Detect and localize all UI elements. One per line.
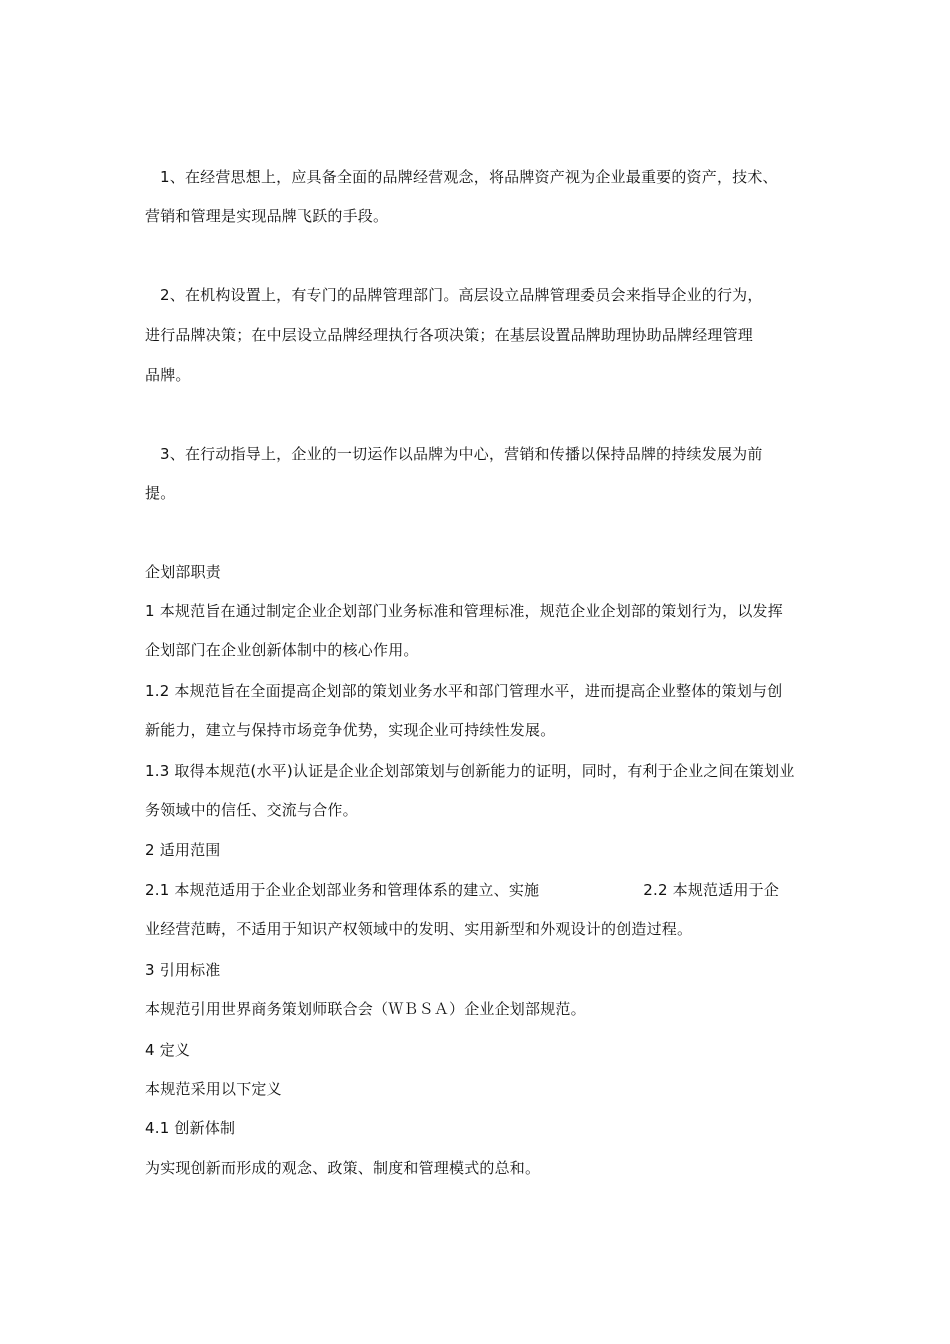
paragraph-2-line-3: 品牌。 — [145, 366, 191, 384]
clause-1-2-line-2: 新能力，建立与保持市场竞争优势，实现企业可持续性发展。 — [145, 721, 556, 739]
paragraph-3-line-2: 提。 — [145, 484, 176, 502]
clause-1-3-line-1: 1.3 取得本规范(水平)认证是企业企划部策划与创新能力的证明，同时，有利于企业之间在策划业 — [145, 762, 795, 780]
paragraph-1-line-1: 1、在经营思想上，应具备全面的品牌经营观念，将品牌资产视为企业最重要的资产，技术、 — [160, 168, 778, 186]
heading-reference: 3 引用标准 — [145, 961, 221, 979]
paragraph-3-line-1: 3、在行动指导上，企业的一切运作以品牌为中心，营销和传播以保持品牌的持续发展为前 — [160, 445, 763, 463]
paragraph-1-line-2: 营销和管理是实现品牌飞跃的手段。 — [145, 207, 389, 225]
section-heading: 企划部职责 — [145, 563, 222, 581]
heading-definitions: 4 定义 — [145, 1041, 191, 1059]
clause-1-2-line-1: 1.2 本规范旨在全面提高企划部的策划业务水平和部门管理水平，进而提高企业整体的策划与创 — [145, 682, 783, 700]
clause-1-line-2: 企划部门在企业创新体制中的核心作用。 — [145, 641, 419, 659]
clause-1-3-line-2: 务领域中的信任、交流与合作。 — [145, 801, 358, 819]
clause-2-1-line — [145, 880, 779, 900]
heading-innovation-system: 4.1 创新体制 — [145, 1119, 236, 1137]
clause-2-2-text-start: 2.2 本规范适用于企 — [643, 881, 780, 899]
heading-scope: 2 适用范围 — [145, 841, 221, 859]
innovation-system-definition: 为实现创新而形成的观念、政策、制度和管理模式的总和。 — [145, 1159, 541, 1177]
clause-1-line-1: 1 本规范旨在通过制定企业企划部门业务标准和管理标准，规范企业企划部的策划行为，以发挥 — [145, 602, 783, 620]
definitions-intro: 本规范采用以下定义 — [145, 1080, 282, 1098]
clause-2-2-line-2: 业经营范畴，不适用于知识产权领域中的发明、实用新型和外观设计的创造过程。 — [145, 920, 693, 938]
clause-2-1-text: 2.1 本规范适用于企业企划部业务和管理体系的建立、实施 — [145, 881, 540, 899]
reference-text: 本规范引用世界商务策划师联合会（ＷＢＳＡ）企业企划部规范。 — [145, 1000, 586, 1018]
paragraph-2-line-2: 进行品牌决策；在中层设立品牌经理执行各项决策；在基层设置品牌助理协助品牌经理管理 — [145, 326, 754, 344]
paragraph-2-line-1: 2、在机构设置上，有专门的品牌管理部门。高层设立品牌管理委员会来指导企业的行为， — [160, 286, 763, 304]
